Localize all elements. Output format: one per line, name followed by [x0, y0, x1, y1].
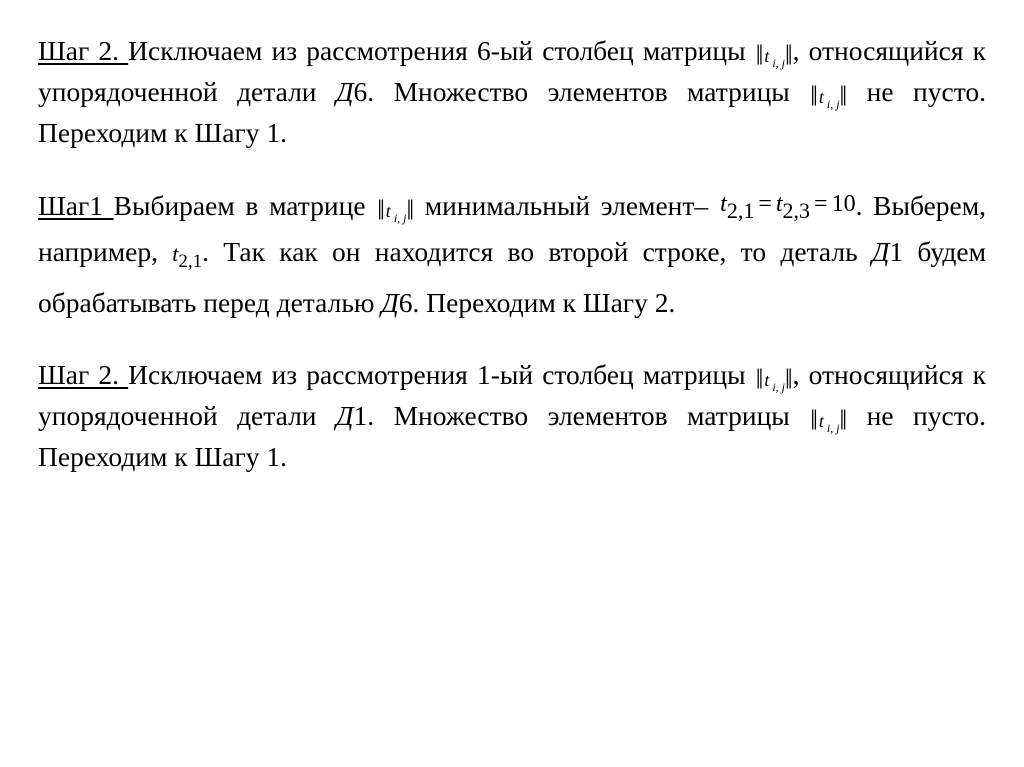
paragraph-text: будем обрабатывать перед деталью [38, 236, 986, 318]
matrix-t-ij: ‖ t $_{i, j}$‖ [755, 363, 792, 395]
element-t21: t2,1 [172, 241, 203, 272]
paragraph-text: . Выберем, например, [38, 190, 987, 267]
detail-letter: Д [336, 76, 354, 107]
paragraph-text: минимальный элемент– [414, 190, 709, 221]
paragraph-text: . Множество элементов матрицы [367, 400, 810, 431]
paragraph-text: . Переходим к Шагу 2. [412, 287, 676, 318]
paragraph-text: Исключаем из рассмотрения 6-ый столбец матрицы [128, 35, 755, 66]
detail-number: 1 [889, 236, 904, 267]
matrix-t-ij: ‖ t $_{i, j}$‖ [755, 39, 792, 71]
matrix-t-ij: ‖ t $_{i, j}$‖ [810, 80, 847, 112]
document-page [38, 30, 986, 477]
detail-letter: Д [336, 400, 354, 431]
detail-number: 6 [353, 76, 368, 107]
step-label: Шаг1 [38, 190, 114, 221]
step-2-paragraph-second [38, 354, 986, 477]
paragraph-text: , относящийся к упорядоченной детали [38, 359, 986, 431]
paragraph-text: Выбираем в матрице [113, 190, 377, 221]
step-2-paragraph-first [38, 30, 986, 153]
paragraph-text: . Множество элементов матрицы [367, 76, 810, 107]
detail-letter: Д [871, 236, 890, 267]
paragraph-text: , относящийся к упорядоченной детали [38, 35, 986, 107]
paragraph-text: . Так как он находится во второй строке, то деталь [202, 236, 872, 267]
detail-letter: Д [381, 287, 399, 318]
step-label: Шаг 2. [38, 35, 129, 66]
matrix-t-ij: ‖ t $_{i, j}$‖ [810, 404, 847, 436]
paragraph-text: Исключаем из рассмотрения 1-ый столбец матрицы [128, 359, 755, 390]
paragraph-text: не пусто. Переходим к Шагу 1. [38, 76, 986, 148]
detail-number: 1 [353, 400, 368, 431]
detail-number: 6 [398, 287, 413, 318]
step-label: Шаг 2. [38, 359, 129, 390]
paragraph-text: не пусто. Переходим к Шагу 1. [38, 400, 986, 472]
step-1-paragraph [38, 184, 986, 323]
matrix-t-ij: ‖ t $_{i, j}$‖ [377, 194, 414, 226]
minimum-element-formula: t2,1 = t2,3 = 10 [720, 191, 856, 223]
